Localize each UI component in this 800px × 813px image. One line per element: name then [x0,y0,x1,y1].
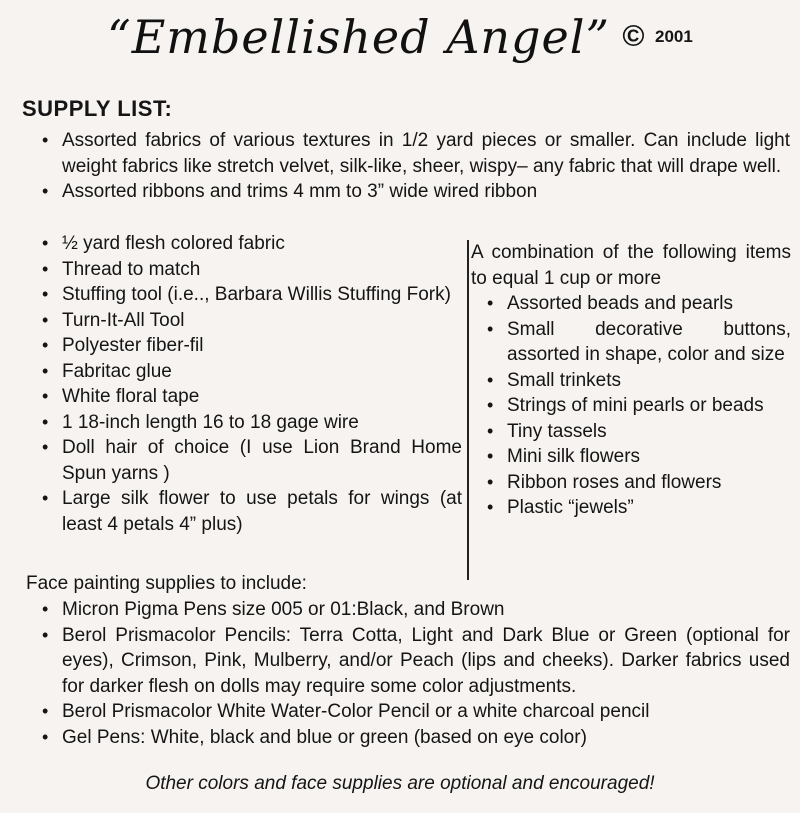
list-item: • Tiny tassels [485,419,791,445]
list-item: • Mini silk flowers [485,444,791,470]
document-header [0,10,800,64]
list-item: • ½ yard flesh colored fabric [40,231,462,257]
list-item: • Large silk flower to use petals for wings (at least 4 petals 4” plus) [40,486,462,537]
list-item: • Stuffing tool (i.e.., Barbara Willis Stuffing Fork) [40,282,462,308]
embellishment-intro: A combination of the following items to equal 1 cup or more [471,242,791,289]
list-item: • Doll hair of choice (I use Lion Brand Home Spun yarns ) [40,435,462,486]
face-supply-list [40,597,790,750]
list-item: • Assorted fabrics of various textures in 1/2 yard pieces or smaller. Can include light weight fabrics like stretch velvet, silk-like, sheer, wispy– any fabric that will drape well. [40,128,790,179]
list-item: • Small trinkets [485,368,791,394]
list-item: • Strings of mini pearls or beads [485,393,791,419]
list-item: • Berol Prismacolor White Water-Color Pencil or a white charcoal pencil [40,699,790,725]
list-item: • Berol Prismacolor Pencils: Terra Cotta, Light and Dark Blue or Green (optional for eyes), Crimson, Pink, Mulberry, and/or Peach (lips and cheeks). Darker fabrics used for darker flesh on dolls may require some color adjustments. [40,623,790,700]
list-item: • Micron Pigma Pens size 005 or 01:Black, and Brown [40,597,790,623]
face-painting-heading: Face painting supplies to include: [26,573,307,594]
list-item: • Polyester fiber-fil [40,333,462,359]
copyright-symbol: © [622,20,645,53]
list-item: • Small decorative buttons, assorted in shape, color and size [485,317,791,368]
embellishment-box [467,240,791,580]
list-item: • 1 18-inch length 16 to 18 gage wire [40,410,462,436]
embellishment-list [485,291,791,521]
list-item: • Ribbon roses and flowers [485,470,791,496]
copyright-year: 2001 [654,27,693,46]
left-supply-list [40,231,462,537]
list-item: • Assorted beads and pearls [485,291,791,317]
list-item: • White floral tape [40,384,462,410]
footer-note: Other colors and face supplies are optional and encouraged! [145,773,655,794]
list-item: • Thread to match [40,257,462,283]
document-title: “Embellished Angel” [107,10,610,64]
top-supply-list [40,128,790,205]
supply-list-heading: SUPPLY LIST: [22,96,173,121]
list-item: • Gel Pens: White, black and blue or green (based on eye color) [40,725,790,751]
list-item: • Plastic “jewels” [485,495,791,521]
list-item: • Assorted ribbons and trims 4 mm to 3” wide wired ribbon [40,179,790,205]
list-item: • Fabritac glue [40,359,462,385]
list-item: • Turn-It-All Tool [40,308,462,334]
